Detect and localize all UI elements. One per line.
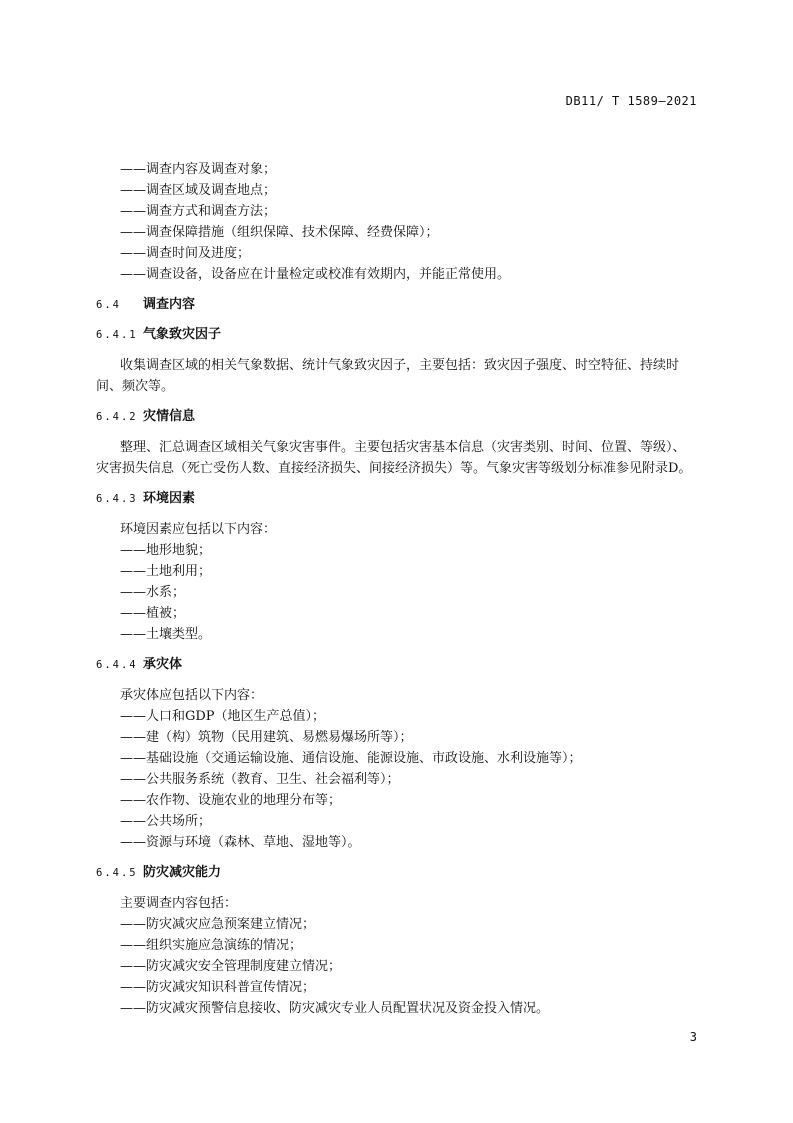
list-item: ——建（构）筑物（民用建筑、易燃易爆场所等）； xyxy=(120,730,413,745)
list-item: ——公共场所； xyxy=(120,814,212,829)
section-title: 气象致灾因子 xyxy=(143,327,222,342)
document-code: DB11/ T 1589—2021 xyxy=(565,94,697,108)
list-item: ——防灾减灾预警信息接收、防灾减灾专业人员配置状况及资金投入情况。 xyxy=(120,1001,550,1016)
section-number: 6.4.2 xyxy=(96,411,138,423)
list-item: ——农作物、设施农业的地理分布等； xyxy=(120,793,342,808)
section-heading-6-4-5 xyxy=(96,863,716,883)
section-paragraph xyxy=(96,437,716,479)
list-item: ——调查内容及调查对象； xyxy=(120,162,277,177)
paragraph-line: 灾害损失信息（死亡受伤人数、直接经济损失、间接经济损失）等。气象灾害等级划分标准参见附录D。 xyxy=(96,461,692,476)
section-heading-6-4-2 xyxy=(96,407,716,427)
section-paragraph xyxy=(96,355,716,397)
section-number: 6.4.5 xyxy=(96,867,138,879)
section-intro: 承灾体应包括以下内容： xyxy=(120,688,264,703)
section-title: 承灾体 xyxy=(143,657,183,672)
intro-list xyxy=(96,159,716,285)
list-item: ——防灾减灾应急预案建立情况； xyxy=(120,917,316,932)
list-item: ——水系； xyxy=(120,585,186,600)
section-title: 环境因素 xyxy=(143,491,196,506)
list-item: ——调查方式和调查方法； xyxy=(120,204,277,219)
section-number: 6.4.3 xyxy=(96,493,138,505)
list-item: ——防灾减灾安全管理制度建立情况； xyxy=(120,959,342,974)
list-item: ——资源与环境（森林、草地、湿地等）。 xyxy=(120,835,361,850)
section-intro: 环境因素应包括以下内容： xyxy=(120,522,277,537)
list-item: ——组织实施应急演练的情况； xyxy=(120,938,303,953)
list-item: ——调查设备，设备应在计量检定或校准有效期内，并能正常使用。 xyxy=(120,267,511,282)
section-title: 调查内容 xyxy=(143,297,196,312)
section-title: 防灾减灾能力 xyxy=(143,865,222,880)
section-heading-6-4-3 xyxy=(96,489,716,509)
list-item: ——土壤类型。 xyxy=(120,627,212,642)
section-heading-6-4-1 xyxy=(96,325,716,345)
list-item: ——调查保障措施（组织保障、技术保障、经费保障）； xyxy=(120,225,439,240)
list-item: ——基础设施（交通运输设施、通信设施、能源设施、市政设施、水利设施等）； xyxy=(120,751,582,766)
list-item: ——土地利用； xyxy=(120,564,212,579)
list-item: ——地形地貌； xyxy=(120,543,212,558)
section-heading-6-4-4 xyxy=(96,655,716,675)
list-item: ——调查区域及调查地点； xyxy=(120,183,277,198)
list-item: ——人口和GDP（地区生产总值）； xyxy=(120,709,326,724)
section-number: 6.4.4 xyxy=(96,659,138,671)
paragraph-line: 间、频次等。 xyxy=(96,379,175,394)
section-intro: 主要调查内容包括： xyxy=(120,896,238,911)
section-number: 6.4.1 xyxy=(96,329,138,341)
paragraph-line: 整理、汇总调查区域相关气象灾害事件。主要包括灾害基本信息（灾害类别、时间、位置、等级）、 xyxy=(120,440,686,455)
section-heading-6-4 xyxy=(96,295,716,315)
page-content xyxy=(96,159,716,1019)
section-title: 灾情信息 xyxy=(143,409,196,424)
paragraph-line: 收集调查区域的相关气象数据、统计气象致灾因子，主要包括：致灾因子强度、时空特征、持续时 xyxy=(120,358,680,373)
section-number: 6.4 xyxy=(96,299,121,311)
list-item: ——植被； xyxy=(120,606,186,621)
page-number: 3 xyxy=(689,1030,697,1044)
list-item: ——防灾减灾知识科普宣传情况； xyxy=(120,980,316,995)
list-item: ——调查时间及进度； xyxy=(120,246,251,261)
list-item: ——公共服务系统（教育、卫生、社会福利等）； xyxy=(120,772,400,787)
